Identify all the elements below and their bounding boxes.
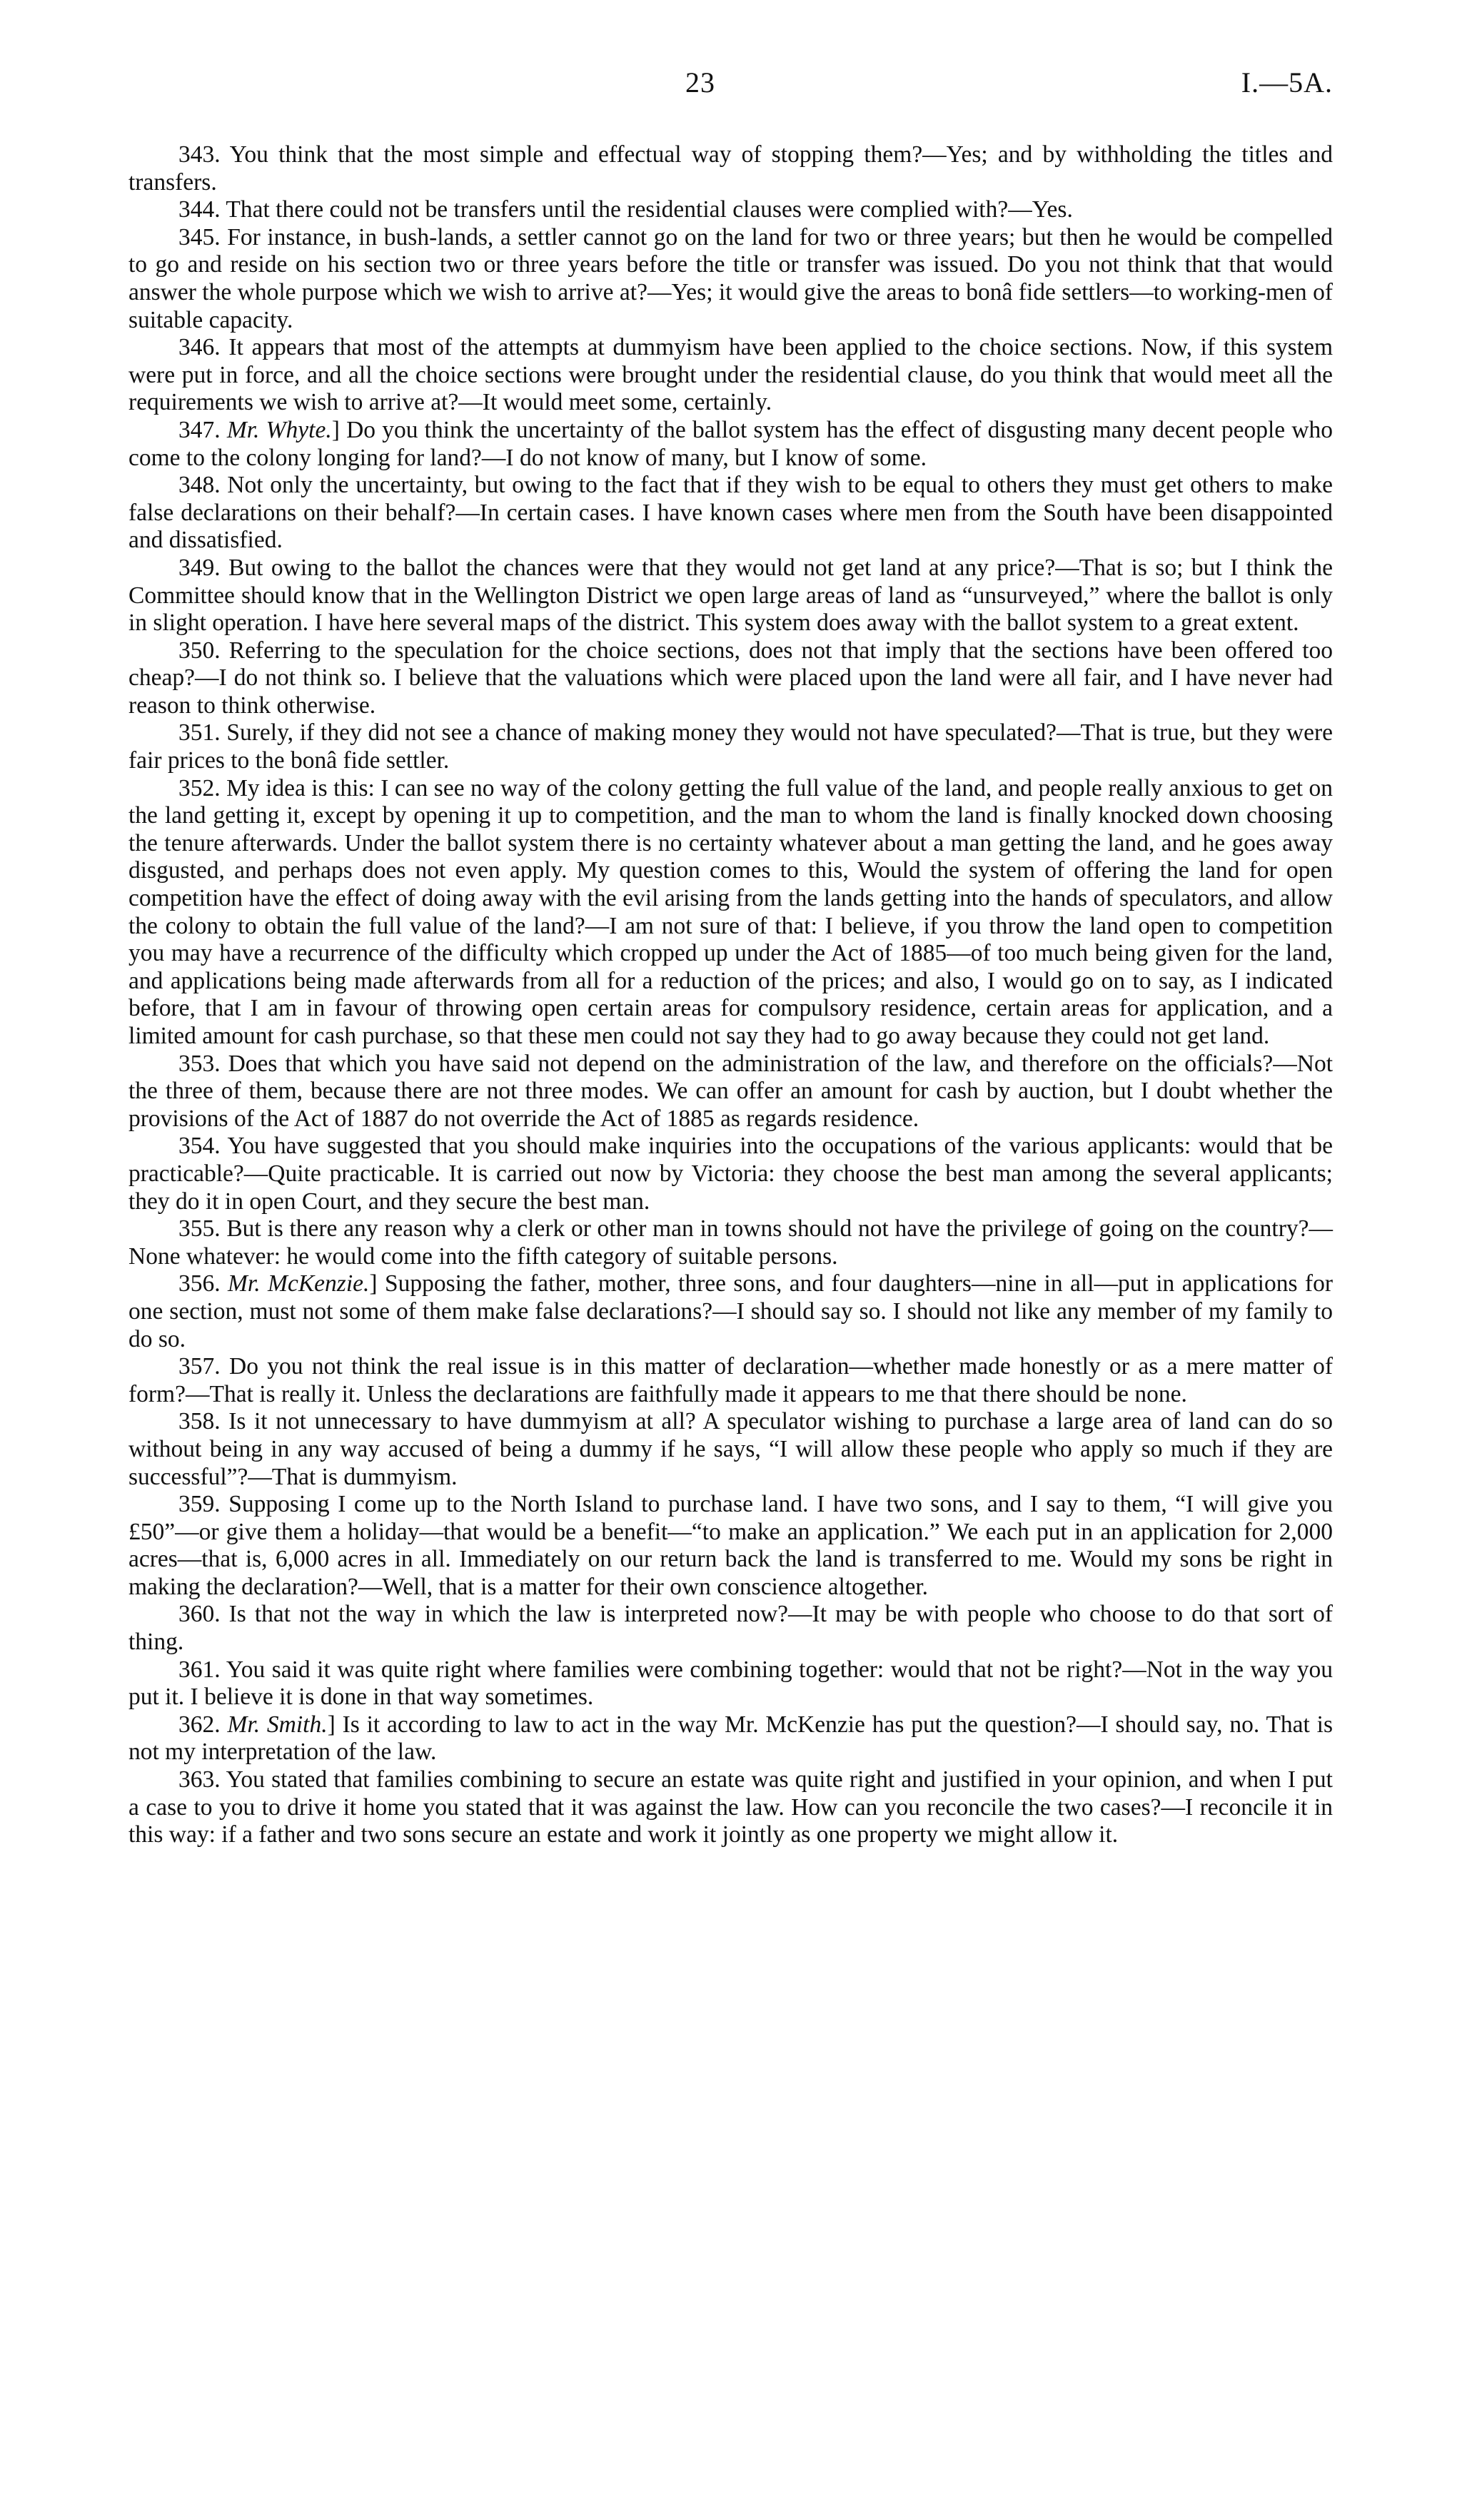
document-reference: I.—5A.: [1241, 66, 1333, 98]
question-text: It appears that most of the attempts at dummyism have been applied to the choice sections. Now, if this system were put in force, and all the choice sections were brought under the residential clause, do you think that would meet all the requirements we wish to arrive at?—It would meet some, certainly.: [128, 334, 1333, 416]
question-text: Referring to the speculation for the choice sections, does not that imply that the sections have been offered too cheap?—I do not think so. I believe that the valuations which were placed upon the land were all fair, and I have never had reason to think otherwise.: [128, 637, 1333, 719]
question-number: 361.: [178, 1656, 221, 1683]
question-number: 358.: [178, 1408, 221, 1435]
speaker-name: Mr. McKenzie.: [228, 1270, 370, 1297]
question-357: [128, 1353, 1333, 1408]
question-number: 357.: [178, 1353, 221, 1380]
question-text: My idea is this: I can see no way of the colony getting the full value of the land, and people really anxious to get on the land getting it, except by opening it up to competition, and the man to whom the land is finally knocked down choosing the tenure afterwards. Under the ballot system there is no certainty whatever about a man getting the land, and he goes away disgusted, and perhaps does not even apply. My question comes to this, Would the system of offering the land for open competition have the effect of doing away with the evil arising from the lands getting into the hands of speculators, and allow the colony to obtain the full value of the land?—I am not sure of that: I believe, if you throw the land open to competition you may have a recurrence of the difficulty which cropped up under the Act of 1885—of too much being given for the land, and applications being made afterwards from all for a reduction of the prices; and also, I would go on to say, as I indicated before, that I am in favour of throwing open certain areas for compulsory residence, certain areas for application, and a limited amount for cash purchase, so that these men could not say they had to go away because they could not get land.: [128, 774, 1333, 1049]
question-text: Is it not unnecessary to have dummyism at all? A speculator wishing to purchase a large area of land can do so without being in any way accused of being a dummy if he says, “I will allow these people who apply so much if they are successful”?—That is dummyism.: [128, 1408, 1334, 1490]
question-number: 346.: [178, 334, 221, 361]
question-number: 362.: [178, 1711, 221, 1738]
speaker-bracket: ]: [331, 416, 340, 443]
question-text: Is it according to law to act in the way Mr. McKenzie has put the question?—I should say, no. That is not my interpretation of the law.: [128, 1711, 1334, 1766]
question-text: You think that the most simple and effectual way of stopping them?—Yes; and by withholding the titles and transfers.: [128, 141, 1333, 196]
question-347: [128, 417, 1333, 472]
question-number: 350.: [178, 637, 221, 664]
question-352: [128, 775, 1333, 1051]
question-350: [128, 637, 1333, 720]
question-text: You said it was quite right where families were combining together: would that not be right?—Not in the way you put it. I believe it is done in that way sometimes.: [128, 1656, 1333, 1711]
question-353: [128, 1051, 1333, 1133]
speaker-bracket: ]: [369, 1270, 378, 1297]
testimony-body: [128, 141, 1333, 1849]
question-351: [128, 719, 1333, 774]
question-text: You have suggested that you should make inquiries into the occupations of the various applicants: would that be practicable?—Quite practicable. It is carried out now by Victoria: they choose the best man among the several applicants; they do it in open Court, and they secure the best man.: [128, 1133, 1333, 1215]
question-number: 349.: [178, 554, 221, 581]
question-text: But is there any reason why a clerk or other man in towns should not have the privilege of going on the country?—None whatever: he would come into the fifth category of suitable persons.: [128, 1215, 1333, 1270]
question-number: 355.: [178, 1215, 221, 1243]
question-number: 352.: [178, 774, 221, 801]
question-text: Does that which you have said not depend on the administration of the law, and therefore on the officials?—Not the three of them, because there are not three modes. We can offer an amount for cash by auction, but I doubt whether the provisions of the Act of 1887 do not override the Act of 1885 as regards residence.: [128, 1050, 1334, 1132]
question-number: 360.: [178, 1601, 221, 1628]
question-text: Supposing I come up to the North Island to purchase land. I have two sons, and I say to them, “I will give you £50”—or give them a holiday—that would be a benefit—“to make an application.” We each put in an application for 2,000 acres—that is, 6,000 acres in all. Immediately on our return back the land is transferred to me. Would my sons be right in making the declaration?—Well, that is a matter for their own conscience altogether.: [128, 1491, 1333, 1600]
question-344: [128, 196, 1333, 224]
question-354: [128, 1133, 1333, 1215]
question-number: 348.: [178, 472, 221, 499]
question-363: [128, 1766, 1333, 1849]
page-number: 23: [685, 66, 715, 98]
question-number: 347.: [178, 416, 221, 443]
question-text: Surely, if they did not see a chance of making money they would not have speculated?—That is true, but they were fair prices to the bonâ fide settler.: [128, 719, 1333, 774]
question-number: 344.: [178, 196, 221, 223]
question-number: 356.: [178, 1270, 221, 1297]
question-number: 354.: [178, 1133, 221, 1160]
question-text: Supposing the father, mother, three sons, and four daughters—nine in all—put in applications for one section, must not some of them make false declarations?—I should say so. I should not like any member of my family to do so.: [128, 1270, 1333, 1352]
question-356: [128, 1270, 1333, 1353]
question-text: Not only the uncertainty, but owing to the fact that if they wish to be equal to others they must get others to make false declarations on their behalf?—In certain cases. I have known cases where men from the South have been disappointed and dissatisfied.: [128, 472, 1333, 554]
question-355: [128, 1215, 1333, 1270]
question-text: You stated that families combining to secure an estate was quite right and justified in your opinion, and when I put a case to you to drive it home you stated that it was against the law. How can you reconcile the two cases?—I reconcile it in this way: if a father and two sons secure an estate and work it jointly as one property we might allow it.: [128, 1766, 1333, 1848]
question-text: Do you think the uncertainty of the ballot system has the effect of disgusting many decent people who come to the colony longing for land?—I do not know of many, but I know of some.: [128, 416, 1334, 471]
question-349: [128, 555, 1333, 637]
question-343: [128, 141, 1333, 196]
speaker-name: Mr. Smith.: [227, 1711, 328, 1738]
question-text: But owing to the ballot the chances were that they would not get land at any price?—That is so; but I think the Committee should know that in the Wellington District we open large areas of land as “unsurveyed,” where the ballot is only in slight operation. I have here several maps of the district. This system does away with the ballot system to a great extent.: [128, 554, 1333, 637]
question-346: [128, 334, 1333, 417]
speaker-bracket: ]: [327, 1711, 336, 1738]
question-text: Do you not think the real issue is in this matter of declaration—whether made honestly or as a mere matter of form?—That is really it. Unless the declarations are faithfully made it appears to me that there should be none.: [128, 1353, 1333, 1407]
question-number: 345.: [178, 223, 221, 251]
question-361: [128, 1656, 1333, 1711]
speaker-name: Mr. Whyte.: [226, 416, 332, 443]
question-text: Is that not the way in which the law is interpreted now?—It may be with people who choose to do that sort of thing.: [128, 1601, 1334, 1656]
question-number: 351.: [178, 719, 221, 747]
question-345: [128, 224, 1333, 334]
question-number: 343.: [178, 141, 221, 168]
question-359: [128, 1491, 1333, 1601]
page-header: [0, 66, 1467, 108]
question-362: [128, 1711, 1333, 1766]
question-358: [128, 1408, 1333, 1491]
question-text: For instance, in bush-lands, a settler cannot go on the land for two or three years; but then he would be compelled to go and reside on his section two or three years before the title or transfer was issued. Do you not think that that would answer the whole purpose which we wish to arrive at?—Yes; it would give the areas to bonâ fide settlers—to working-men of suitable capacity.: [128, 223, 1333, 333]
question-number: 353.: [178, 1050, 221, 1077]
question-number: 363.: [178, 1766, 221, 1793]
question-348: [128, 472, 1333, 555]
question-360: [128, 1601, 1333, 1656]
question-text: That there could not be transfers until the residential clauses were complied with?—Yes.: [226, 196, 1073, 223]
question-number: 359.: [178, 1491, 221, 1518]
